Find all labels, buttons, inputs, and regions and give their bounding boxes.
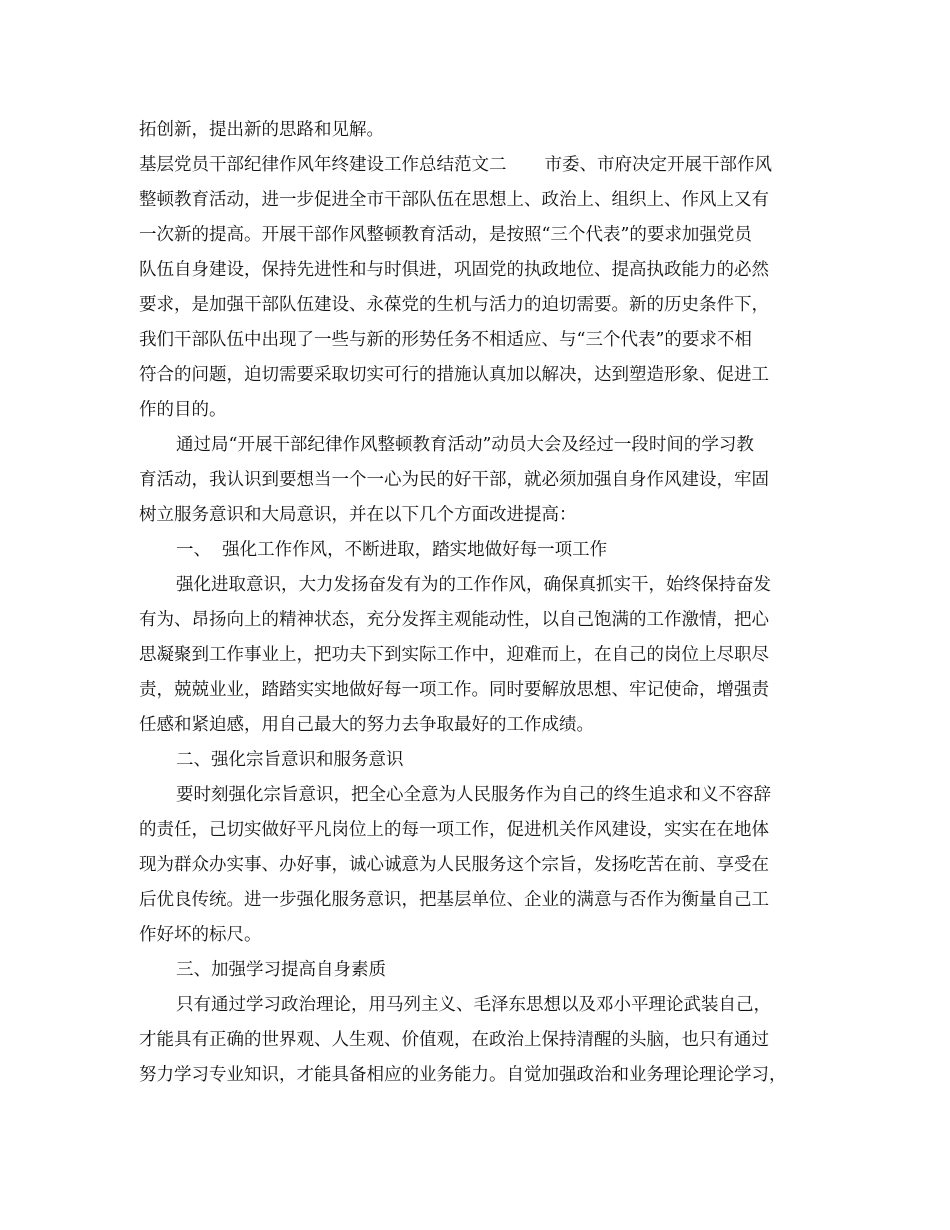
text-line: 思凝聚到工作事业上，把功夫下到实际工作中，迎难而上，在自己的岗位上尽职尽 (139, 645, 769, 665)
text-line: 的责任，己切实做好平凡岗位上的每一项工作，促进机关作风建设，实实在在地体 (139, 820, 769, 840)
text-line: 要时刻强化宗旨意识，把全心全意为人民服务作为自己的终生追求和义不容辞 (176, 785, 771, 805)
section-heading: 三、加强学习提高自身素质 (176, 960, 386, 980)
text-line: 强化进取意识，大力发扬奋发有为的工作作风，确保真抓实干，始终保持奋发 (176, 575, 771, 595)
text-line: 现为群众办实事、办好事，诚心诚意为人民服务这个宗旨，发扬吃苦在前、享受在 (139, 855, 769, 875)
text-line: 树立服务意识和大局意识，并在以下几个方面改进提高： (139, 505, 577, 525)
text-line: 整顿教育活动，进一步促进全市干部队伍在思想上、政治上、组织上、作风上又有 (139, 190, 769, 210)
text-line: 一次新的提高。开展干部作风整顿教育活动，是按照“三个代表”的要求加强党员 (139, 225, 752, 245)
text-line: 拓创新，提出新的思路和见解。 (139, 120, 384, 140)
section-heading: 一、 强化工作作风，不断进取，踏实地做好每一项工作 (176, 540, 608, 560)
text-line: 只有通过学习政治理论，用马列主义、毛泽东思想以及邓小平理论武装自己， (176, 995, 771, 1015)
text-line: 要求，是加强干部队伍建设、永葆党的生机与活力的迫切需要。新的历史条件下， (139, 295, 769, 315)
text-line: 后优良传统。进一步强化服务意识，把基层单位、企业的满意与否作为衡量自己工 (139, 890, 769, 910)
text-line: 符合的问题，迫切需要采取切实可行的措施认真加以解决，达到塑造形象、促进工 (139, 365, 769, 385)
text-line: 任感和紧迫感，用自己最大的努力去争取最好的工作成绩。 (139, 715, 594, 735)
text-line: 努力学习专业知识，才能具备相应的业务能力。自觉加强政治和业务理论理论学习， (139, 1065, 787, 1085)
section-heading: 二、强化宗旨意识和服务意识 (176, 750, 404, 770)
text-line: 才能具有正确的世界观、人生观、价值观，在政治上保持清醒的头脑，也只有通过 (139, 1030, 769, 1050)
text-line: 作的目的。 (139, 400, 227, 420)
section-title: 基层党员干部纪律作风年终建设工作总结范文二 (139, 155, 507, 175)
text-line: 市委、市府决定开展干部作风 (544, 155, 772, 175)
text-line: 育活动，我认识到要想当一个一心为民的好干部，就必须加强自身作风建设，牢固 (139, 470, 769, 490)
text-line: 作好坏的标尺。 (139, 925, 262, 945)
text-line: 我们干部队伍中出现了一些与新的形势任务不相适应、与“三个代表”的要求不相 (139, 330, 752, 350)
text-line: 通过局“开展干部纪律作风整顿教育活动”动员大会及经过一段时间的学习教 (176, 435, 754, 455)
document-title-line (139, 153, 829, 177)
text-line: 责，兢兢业业，踏踏实实地做好每一项工作。同时要解放思想、牢记使命，增强责 (139, 680, 769, 700)
text-line: 有为、昂扬向上的精神状态，充分发挥主观能动性，以自己饱满的工作激情，把心 (139, 610, 769, 630)
text-line: 队伍自身建设，保持先进性和与时俱进，巩固党的执政地位、提高执政能力的必然 (139, 260, 769, 280)
